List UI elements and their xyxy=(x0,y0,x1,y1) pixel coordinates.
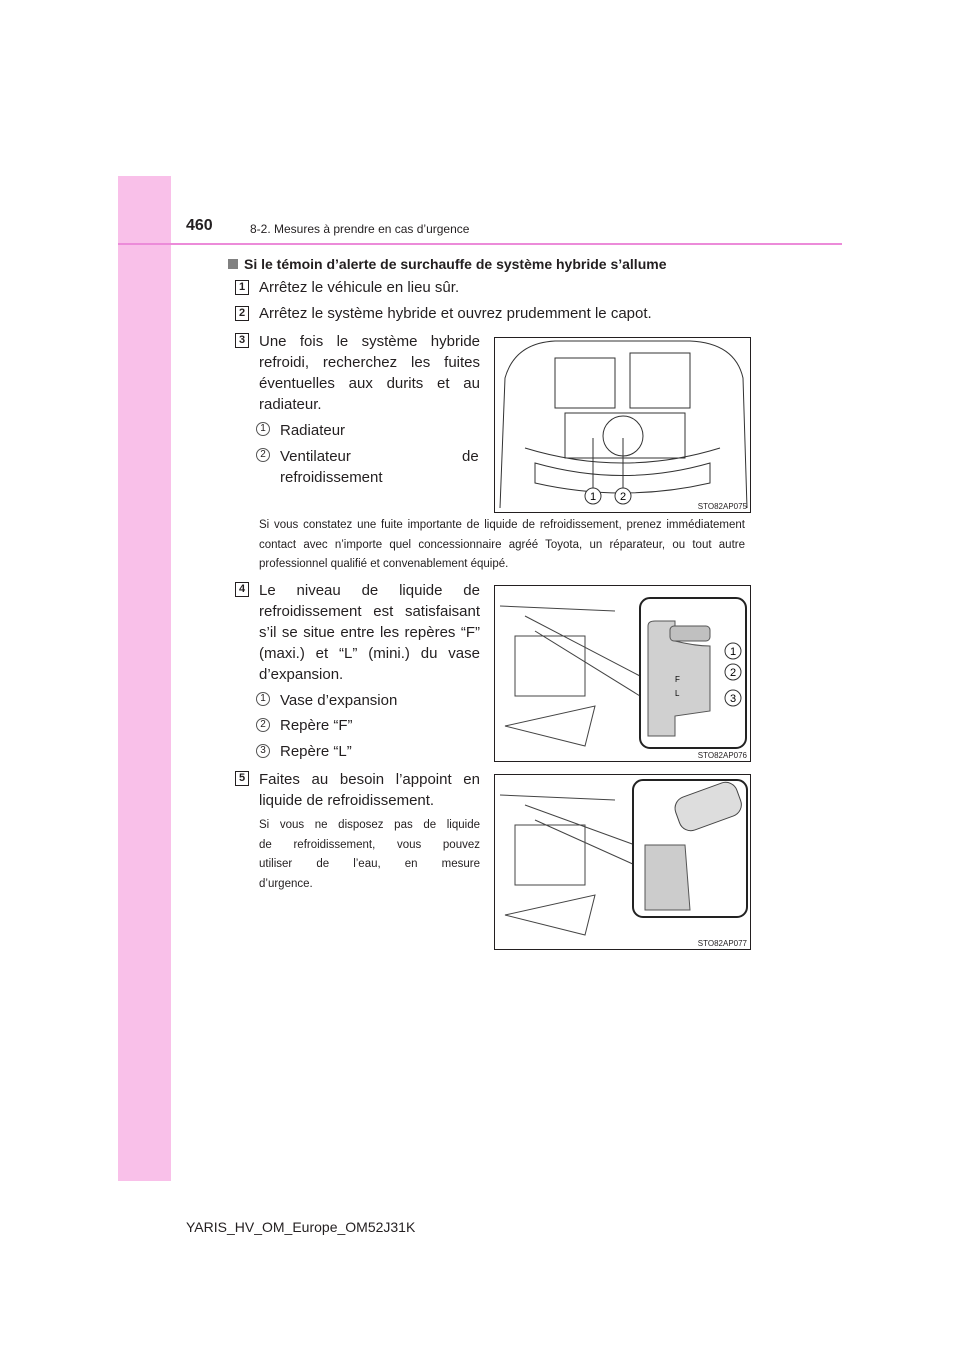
callout-number: 1 xyxy=(256,422,270,436)
svg-text:3: 3 xyxy=(729,693,737,705)
item-text: Vase d’expansion xyxy=(280,692,398,709)
step-text: Arrêtez le véhicule en lieu sûr. xyxy=(259,279,460,296)
figure-code: STO82AP077 xyxy=(697,939,747,948)
item-text: Radiateur xyxy=(280,422,346,439)
item-text: refroidissement xyxy=(280,469,383,486)
square-bullet-icon xyxy=(228,259,238,269)
item-text: de xyxy=(462,448,479,465)
section-heading xyxy=(228,256,666,272)
step-number: 1 xyxy=(235,280,249,295)
footer-doc-id: YARIS_HV_OM_Europe_OM52J31K xyxy=(186,1219,416,1235)
figure-code: STO82AP076 xyxy=(697,751,747,760)
step-number: 5 xyxy=(235,771,249,786)
step-text: Le niveau de liquide de refroidissement est satisfaisant s’il se situe entre les repères “F” (maxi.) et “L” (mini.) du vase d’expansion. xyxy=(259,582,480,683)
step-text: Arrêtez le système hybride et ouvrez prudemment le capot. xyxy=(259,305,652,322)
note-text: Si vous ne disposez pas de liquide de refroidissement, vous pouvez utiliser de l’eau, en mesure d’urgence. xyxy=(259,819,480,890)
callout-number: 2 xyxy=(256,448,270,462)
page-number: 460 xyxy=(186,217,213,234)
sidebar-tab xyxy=(118,176,171,1181)
step-number: 4 xyxy=(235,582,249,597)
step-text: Faites au besoin l’appoint en liquide de refroidissement. xyxy=(259,771,480,809)
callout-number: 2 xyxy=(256,718,270,732)
section-title: 8-2. Mesures à prendre en cas d’urgence xyxy=(250,222,470,236)
header-rule xyxy=(118,243,842,245)
refill-illustration xyxy=(494,774,751,950)
step-number: 3 xyxy=(235,333,249,348)
step-text: Une fois le système hybride refroidi, recherchez les fuites éventuelles aux durits et au radiateur. xyxy=(259,333,480,413)
callout-number: 3 xyxy=(256,744,270,758)
svg-text:1: 1 xyxy=(729,646,737,658)
item-text: Ventilateur xyxy=(280,448,351,465)
svg-text:F: F xyxy=(675,675,680,684)
item-text: Repère “L” xyxy=(280,743,352,760)
heading-text: Si le témoin d’alerte de surchauffe de système hybride s’allume xyxy=(244,256,667,272)
note-text: Si vous constatez une fuite importante de liquide de refroidissement, prenez immédiatement contact avec n’importe quel concessionnaire agréé Toyota, un réparateur, ou tout autre professionnel qualifié et convenablement équipé. xyxy=(259,519,745,570)
reservoir-illustration xyxy=(494,585,751,762)
svg-text:2: 2 xyxy=(619,491,627,503)
svg-text:L: L xyxy=(675,689,680,698)
callout-number: 1 xyxy=(256,692,270,706)
step-number: 2 xyxy=(235,306,249,321)
item-text: Repère “F” xyxy=(280,717,353,734)
svg-text:2: 2 xyxy=(729,667,737,679)
svg-text:1: 1 xyxy=(589,491,597,503)
figure-code: STO82AP075 xyxy=(697,502,747,511)
engine-bay-illustration xyxy=(494,337,751,513)
